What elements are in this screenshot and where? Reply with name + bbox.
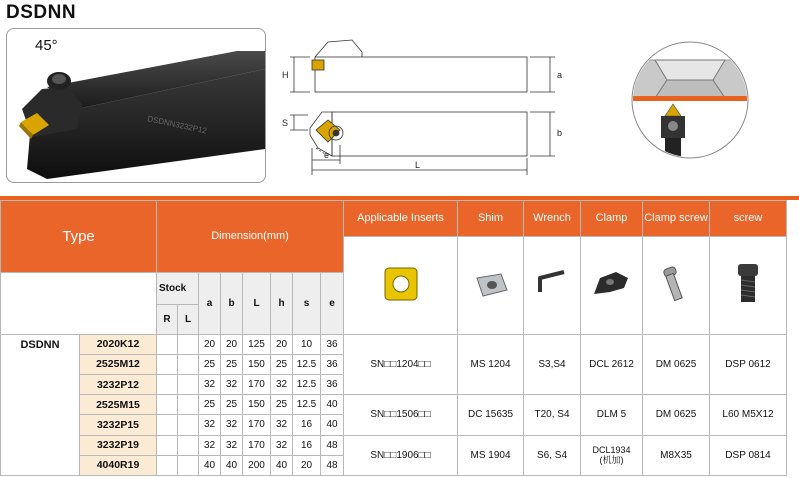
col-e-header: e [321,272,344,334]
wrench-header: Wrench [524,201,581,237]
shim-header: Shim [458,201,524,237]
wrench-value: S3,S4 [524,334,581,395]
dimension-drawing [270,30,585,190]
dim-a: 25 [199,354,221,374]
clamp-note: (机加) [599,455,624,466]
stock-l-header: L [178,305,199,334]
label-e: e [324,150,330,160]
dim-e: 48 [321,435,344,455]
dim-e: 48 [321,455,344,475]
clamp-screw-value: DM 0625 [643,334,710,395]
square-insert-icon [381,264,421,304]
type-code: 2525M12 [80,354,157,374]
dim-s: 12.5 [293,354,321,374]
label-L: L [415,160,421,170]
inserts-header: Applicable Inserts [344,201,458,237]
table-row [1,334,787,354]
machining-detail [615,40,765,160]
label-a: a [557,70,563,80]
insert-value: SN□□1906□□ [344,435,458,475]
clamp-icon [590,264,634,304]
dim-h: 20 [271,334,293,354]
shim-value: MS 1904 [458,435,524,475]
type-code: 2020K12 [80,334,157,354]
dim-h: 32 [271,435,293,455]
angle-label: 45° [35,37,58,54]
label-H: H [282,70,289,80]
dim-e: 36 [321,334,344,354]
wrench-value: S6, S4 [524,435,581,475]
dim-a: 32 [199,374,221,394]
wrench-image [524,236,581,334]
shim-image [458,236,524,334]
dim-a: 32 [199,435,221,455]
family-label: DSDNN [1,334,80,475]
dim-L: 170 [243,374,271,394]
stock-r-header: R [157,305,178,334]
clamp-screw-value: DM 0625 [643,395,710,435]
clamp-header: Clamp [581,201,643,237]
dim-h: 32 [271,415,293,435]
insert-image [344,236,458,334]
dim-h: 25 [271,354,293,374]
screw-image [710,236,787,334]
type-code: 3232P15 [80,415,157,435]
col-h-header: h [271,272,293,334]
spec-table [0,200,787,476]
label-S: S [282,118,289,128]
clamp-screw-header: Clamp screw [643,201,710,237]
dim-L: 170 [243,415,271,435]
dim-b: 32 [221,435,243,455]
dim-b: 40 [221,455,243,475]
type-code: 2525M15 [80,395,157,415]
clamp-image [581,236,643,334]
dim-s: 12.5 [293,374,321,394]
dim-s: 16 [293,415,321,435]
dim-L: 150 [243,395,271,415]
dim-L: 150 [243,354,271,374]
clamp-screw-value: M8X35 [643,435,710,475]
dim-a: 32 [199,415,221,435]
dim-a: 25 [199,395,221,415]
dim-b: 32 [221,374,243,394]
wrench-value: T20, S4 [524,395,581,435]
clamp-value [581,435,643,475]
dim-a: 20 [199,334,221,354]
table-row [1,435,787,455]
dim-s: 16 [293,435,321,455]
shim-icon [471,264,511,304]
clamp-screw-icon [656,262,696,306]
col-a-header: a [199,272,221,334]
type-header: Type [1,201,157,273]
col-s-header: s [293,272,321,334]
dim-a: 40 [199,455,221,475]
type-code: 3232P12 [80,374,157,394]
dim-b: 32 [221,415,243,435]
type-code: 4040R19 [80,455,157,475]
shim-value: MS 1204 [458,334,524,395]
clamp-screw-image [643,236,710,334]
dim-h: 32 [271,374,293,394]
clamp-code: DCL1934 [592,445,631,456]
dim-e: 36 [321,354,344,374]
type-code: 3232P19 [80,435,157,455]
dim-L: 125 [243,334,271,354]
table-row [1,395,787,415]
dim-L: 200 [243,455,271,475]
dim-e: 40 [321,395,344,415]
screw-value: DSP 0612 [710,334,787,395]
screw-value: L60 M5X12 [710,395,787,435]
stock-header: Stock [157,272,199,305]
wrench-icon [532,264,572,304]
insert-value: SN□□1204□□ [344,334,458,395]
label-b: b [557,128,563,138]
clamp-value: DLM 5 [581,395,643,435]
dim-h: 25 [271,395,293,415]
dim-b: 25 [221,395,243,415]
screw-header: screw [710,201,787,237]
screw-icon [728,260,768,308]
dim-h: 40 [271,455,293,475]
dimension-header: Dimension(mm) [157,201,344,273]
screw-value: DSP 0814 [710,435,787,475]
dim-b: 20 [221,334,243,354]
dim-s: 20 [293,455,321,475]
tool-holder-photo [6,28,266,183]
dim-s: 12.5 [293,395,321,415]
col-b-header: b [221,272,243,334]
engraving-text: DSDNN3232P12 [146,114,208,136]
col-L-header: L [243,272,271,334]
dim-L: 170 [243,435,271,455]
insert-value: SN□□1506□□ [344,395,458,435]
shim-value: DC 15635 [458,395,524,435]
dim-e: 36 [321,374,344,394]
dim-e: 40 [321,415,344,435]
clamp-value: DCL 2612 [581,334,643,395]
dim-s: 10 [293,334,321,354]
page-title: DSDNN [6,2,77,23]
dim-b: 25 [221,354,243,374]
